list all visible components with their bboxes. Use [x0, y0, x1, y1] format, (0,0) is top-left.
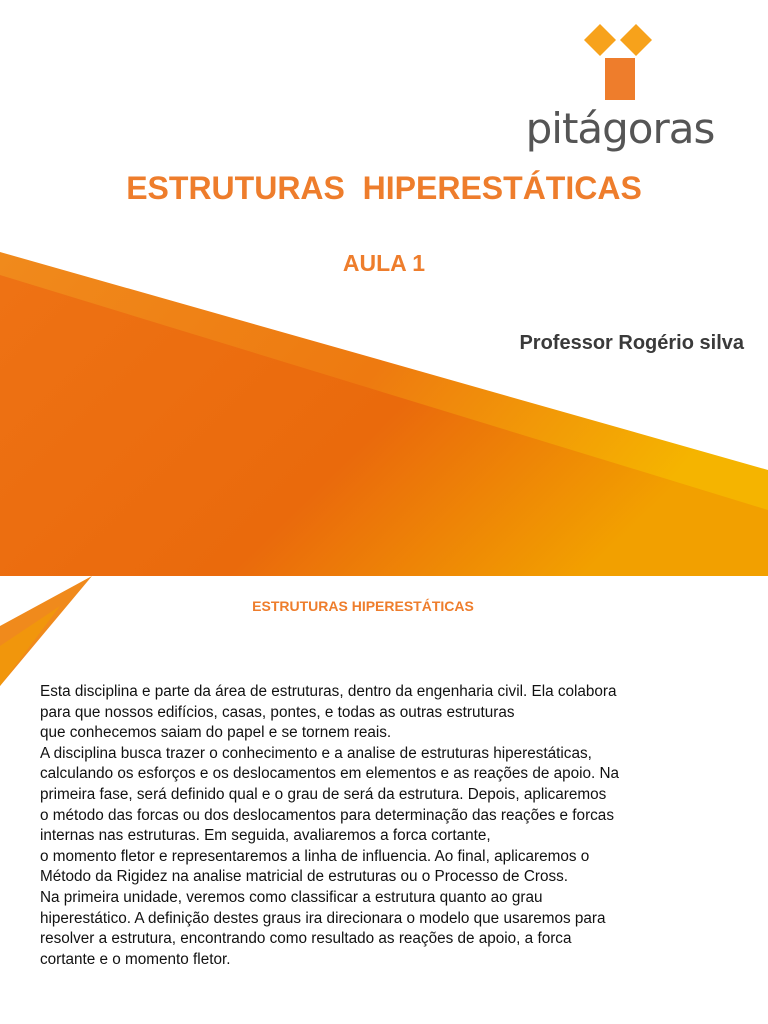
section-title: ESTRUTURAS HIPERESTÁTICAS — [252, 598, 474, 614]
slide-subtitle: AULA 1 — [342, 250, 426, 276]
text-line: hiperestático. A definição destes graus ira direcionara o modelo que usaremos para — [40, 909, 606, 927]
text-line: Na primeira unidade, veremos como classificar a estrutura quanto ao grau — [40, 888, 543, 906]
text-line: A disciplina busca trazer o conhecimento e a analise de estruturas hiperestáticas, — [40, 744, 592, 762]
logo-wordmark: pitágoras — [525, 104, 715, 153]
text-line: para que nossos edifícios, casas, pontes, e todas as outras estruturas — [40, 703, 515, 721]
body-paragraph — [40, 682, 740, 970]
text-line: Esta disciplina e parte da área de estruturas, dentro da engenharia civil. Ela colabora — [40, 683, 617, 700]
text-line: calculando os esforços e os deslocamentos em elementos e as reações de apoio. Na — [40, 765, 620, 783]
text-line: que conhecemos saiam do papel e se tornem reais. — [40, 724, 392, 742]
text-line: resolver a estrutura, encontrando como resultado as reações de apoio, a forca — [40, 930, 572, 948]
pitagoras-logo-icon — [580, 24, 660, 104]
text-line: o momento fletor e representaremos a linha de influencia. Ao final, aplicaremos o — [40, 847, 590, 865]
slide-title: ESTRUTURAS HIPERESTÁTICAS — [126, 170, 642, 206]
text-line: Método da Rigidez na analise matricial de estruturas ou o Processo de Cross. — [40, 868, 569, 886]
text-line: primeira fase, será definido qual e o grau de será da estrutura. Depois, aplicaremos — [40, 785, 607, 803]
text-line: internas nas estruturas. Em seguida, avaliaremos a forca cortante, — [40, 827, 491, 845]
pitagoras-logo — [520, 24, 720, 164]
professor-name: Professor Rogério silva — [519, 332, 744, 354]
text-line: cortante e o momento fletor. — [40, 950, 231, 968]
corner-decoration — [0, 576, 100, 686]
orange-band-deep — [0, 275, 768, 576]
text-line: o método das forcas ou dos deslocamentos para determinação das reações e forcas — [40, 806, 614, 824]
description-page — [0, 576, 768, 1024]
